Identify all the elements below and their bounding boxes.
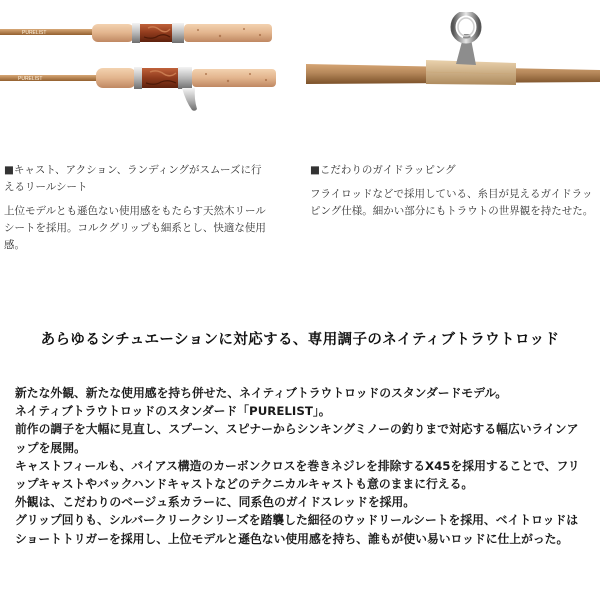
description-line: 外観は、こだわりのベージュ系カラーに、同系色のガイドスレッドを採用。 — [15, 495, 416, 510]
guide-wrapping-photo — [306, 12, 600, 124]
description-line: ネイティブトラウトロッドのスタンダード「PURELIST」。 — [15, 404, 331, 419]
guide-wrapping-caption-heading: ■こだわりのガイドラッピング — [310, 164, 456, 176]
svg-text:PURELIST: PURELIST — [22, 30, 47, 36]
reel-seat-caption-heading: ■キャスト、アクション、ランディングがスムーズに行えるリールシート — [4, 164, 262, 193]
rod-upper — [0, 23, 272, 43]
description-line: 前作の調子を大幅に見直し、スプーン、スピナーからシンキングミノーの釣りまで対応する幅広いラインアップを展開。 — [15, 422, 579, 455]
reel-seat-caption — [4, 162, 266, 254]
svg-text:PURELIST: PURELIST — [18, 76, 43, 82]
description-line: グリップ回りも、シルバークリークシリーズを踏襲した細径のウッドリールシートを採用、ベイトロッドはショートトリガーを採用し、上位モデルと遜色ない使用感を持ち、誰もが使い易いロッドに仕上がった。 — [15, 513, 579, 546]
page-headline: あらゆるシチュエーションに対応する、専用調子のネイティブトラウトロッド — [40, 332, 560, 348]
guide-wrapping-illustration — [306, 12, 600, 124]
reel-seat-photo — [0, 12, 296, 124]
rod-lower — [0, 67, 276, 111]
guide-wrapping-caption-body: フライロッドなどで採用している、糸目が見えるガイドラッピング仕様。細かい部分にもトラウトの世界観を持たせた。 — [310, 188, 594, 217]
description-line: キャストフィールも、バイアス構造のカーボンクロスを巻きネジレを排除するX45を採用することで、フリップキャストやバックハンドキャストなどのテクニカルキャストも意のままに行える。 — [15, 458, 580, 492]
reel-seat-caption-body: 上位モデルとも遜色ない使用感をもたらす天然木リールシートを採用。コルクグリップも細系とし、快適な使用感。 — [4, 205, 266, 251]
product-description — [15, 384, 587, 548]
guide-wrapping-caption — [310, 162, 594, 220]
reel-seat-illustration — [0, 12, 296, 124]
description-line: 新たな外観、新たな使用感を持ち併せた、ネイティブトラウトロッドのスタンダードモデル。 — [15, 386, 508, 400]
